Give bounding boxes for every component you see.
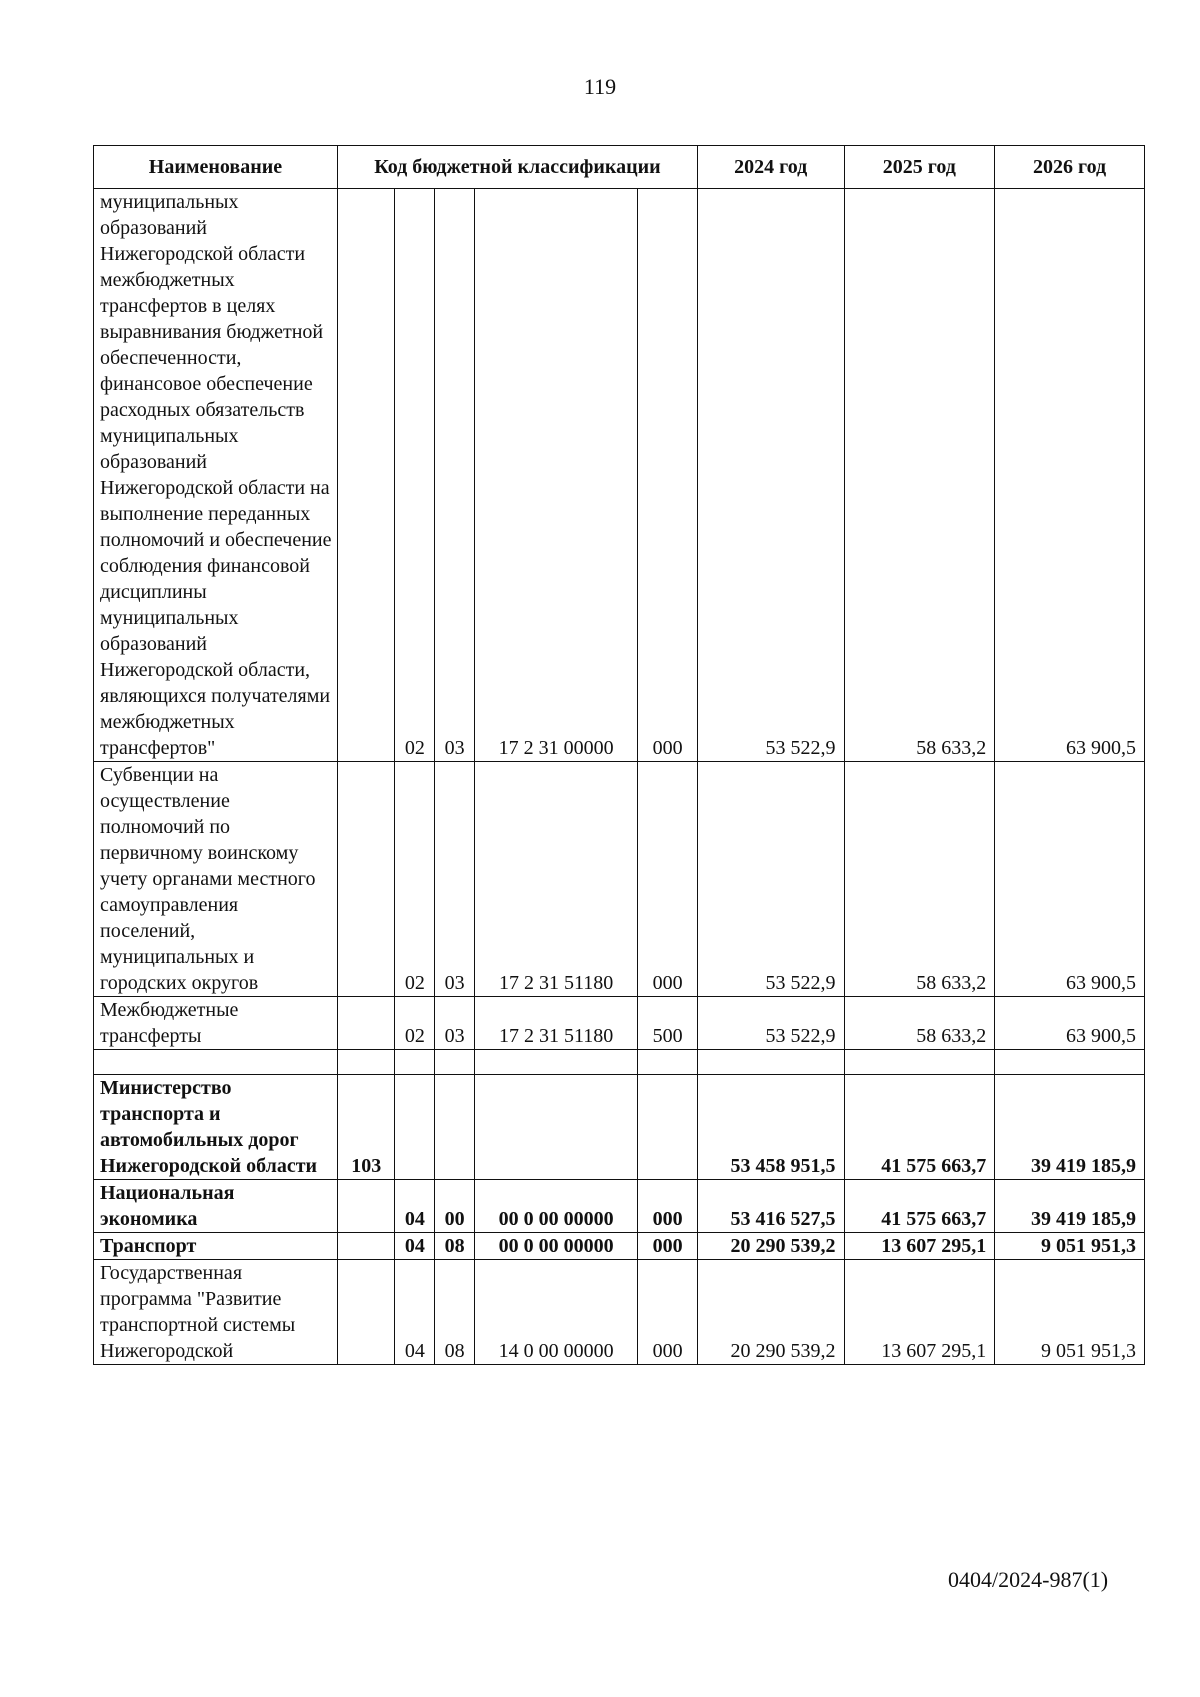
row-value-2025: 41 575 663,7: [844, 1180, 995, 1233]
row-value-2025: 13 607 295,1: [844, 1260, 995, 1365]
header-2024: 2024 год: [697, 146, 844, 189]
header-2025: 2025 год: [844, 146, 995, 189]
row-type: 000: [638, 189, 698, 762]
row-type: 500: [638, 997, 698, 1050]
row-section: 02: [395, 997, 435, 1050]
row-ministry: [337, 997, 395, 1050]
row-name: Межбюджетные трансферты: [94, 997, 338, 1050]
row-type: 000: [638, 1260, 698, 1365]
row-name: Министерство транспорта и автомобильных дорог Нижегородской области: [94, 1075, 338, 1180]
row-target: 17 2 31 51180: [475, 997, 638, 1050]
row-section: [395, 1075, 435, 1180]
row-value-2024: 53 416 527,5: [697, 1180, 844, 1233]
row-value-2026: 39 419 185,9: [995, 1180, 1145, 1233]
table-row: [94, 1075, 1145, 1180]
row-target: 17 2 31 00000: [475, 189, 638, 762]
row-type: [638, 1075, 698, 1180]
row-ministry: [337, 762, 395, 997]
row-value-2025: 58 633,2: [844, 762, 995, 997]
row-ministry: [337, 1233, 395, 1260]
row-section: 04: [395, 1180, 435, 1233]
row-value-2026: 63 900,5: [995, 997, 1145, 1050]
header-2026: 2026 год: [995, 146, 1145, 189]
row-value-2026: 9 051 951,3: [995, 1260, 1145, 1365]
row-section: 04: [395, 1260, 435, 1365]
table-row: [94, 997, 1145, 1050]
table-row: [94, 189, 1145, 762]
row-type: 000: [638, 1180, 698, 1233]
table-spacer-row: [94, 1050, 1145, 1075]
table-header-row: [94, 146, 1145, 189]
row-subsection: 03: [435, 189, 475, 762]
row-value-2025: 13 607 295,1: [844, 1233, 995, 1260]
row-value-2025: 58 633,2: [844, 997, 995, 1050]
row-type: 000: [638, 762, 698, 997]
table-row: [94, 1180, 1145, 1233]
row-subsection: 00: [435, 1180, 475, 1233]
row-subsection: 03: [435, 997, 475, 1050]
row-name: Государственная программа "Развитие транспортной системы Нижегородской: [94, 1260, 338, 1365]
row-ministry: [337, 1180, 395, 1233]
row-value-2024: 20 290 539,2: [697, 1233, 844, 1260]
row-subsection: 08: [435, 1260, 475, 1365]
row-value-2024: 53 458 951,5: [697, 1075, 844, 1180]
row-subsection: 03: [435, 762, 475, 997]
row-section: 04: [395, 1233, 435, 1260]
row-target: 14 0 00 00000: [475, 1260, 638, 1365]
row-value-2024: 53 522,9: [697, 189, 844, 762]
row-target: 00 0 00 00000: [475, 1180, 638, 1233]
document-code: 0404/2024-987(1): [948, 1567, 1109, 1592]
table-row: [94, 762, 1145, 997]
row-value-2024: 53 522,9: [697, 997, 844, 1050]
row-name: муниципальных образований Нижегородской области межбюджетных трансфертов в целях выравнивания бюджетной обеспеченности, финансовое обеспечение расходных обязательств муниципальных образований Нижегородской области на выполнение переданных полномочий и обеспечение соблюдения финансовой дисциплины муниципальных образований Нижегородской области, являющихся получателями межбюджетных трансфертов": [94, 189, 338, 762]
row-subsection: [435, 1075, 475, 1180]
row-section: 02: [395, 189, 435, 762]
header-name: Наименование: [94, 146, 338, 189]
row-ministry: [337, 1260, 395, 1365]
table-row: [94, 1260, 1145, 1365]
row-value-2025: 58 633,2: [844, 189, 995, 762]
row-target: [475, 1075, 638, 1180]
row-name: Субвенции на осуществление полномочий по первичному воинскому учету органами местного самоуправления поселений, муниципальных и городских округов: [94, 762, 338, 997]
row-value-2024: 20 290 539,2: [697, 1260, 844, 1365]
row-type: 000: [638, 1233, 698, 1260]
row-value-2025: 41 575 663,7: [844, 1075, 995, 1180]
page-number: 119: [583, 74, 617, 99]
row-name: Транспорт: [94, 1233, 338, 1260]
table-row: [94, 1233, 1145, 1260]
row-value-2026: 63 900,5: [995, 189, 1145, 762]
row-value-2026: 63 900,5: [995, 762, 1145, 997]
row-target: 00 0 00 00000: [475, 1233, 638, 1260]
row-ministry: [337, 189, 395, 762]
row-ministry: 103: [337, 1075, 395, 1180]
row-subsection: 08: [435, 1233, 475, 1260]
row-value-2024: 53 522,9: [697, 762, 844, 997]
row-name: Национальная экономика: [94, 1180, 338, 1233]
header-code: Код бюджетной классификации: [337, 146, 697, 189]
row-value-2026: 39 419 185,9: [995, 1075, 1145, 1180]
row-target: 17 2 31 51180: [475, 762, 638, 997]
row-value-2026: 9 051 951,3: [995, 1233, 1145, 1260]
budget-table: [93, 145, 1145, 1365]
row-section: 02: [395, 762, 435, 997]
